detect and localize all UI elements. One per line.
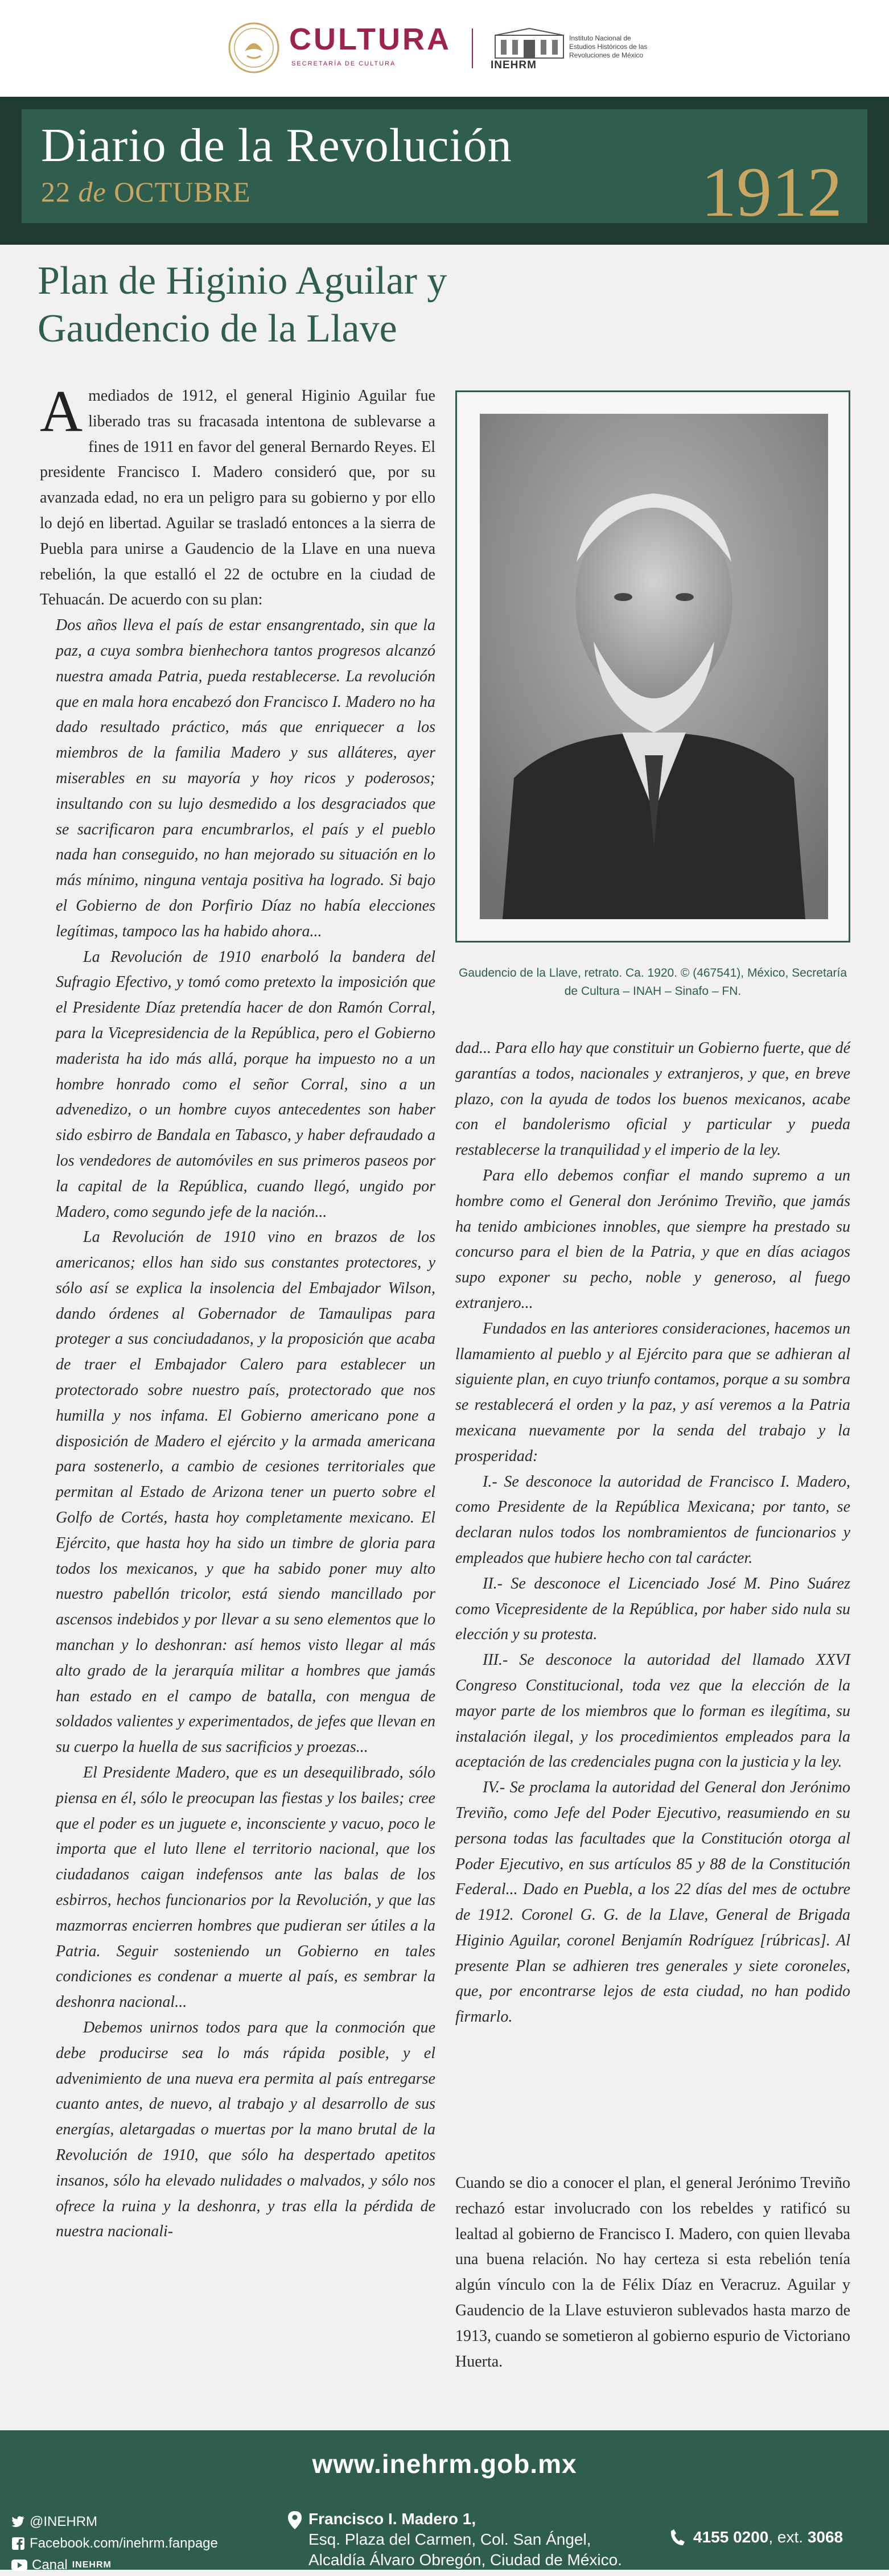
closing-paragraph: Cuando se dio a conocer el plan, el general Jerónimo Treviño rechazó estar involucrado con los rebeldes y ratificó su lealtad al gobierno de Francisco I. Madero, con quien llevaba una buena relación. No hay certeza si esta rebelión tenía algún vínculo con la de Félix Díaz en Veracruz. Aguilar y Gaudencio de la Llave estuvieron sublevados hasta marzo de 1913, cuando se sometieron al gobierno espurio de Victoriano Huerta. xyxy=(455,2174,850,2371)
banner-year: 1912 xyxy=(701,153,842,231)
footer xyxy=(0,2430,889,2573)
quote-paragraph: Para ello debemos confiar el mando supremo a un hombre como el General don Jerónimo Treviño, que jamás ha tenido ambiciones innobles, que siempre ha prestado su concurso para el bien de la Patria, y que en días aciagos supo exponer su pecho, noble y generoso, al fuego extranjero... xyxy=(455,1166,850,1312)
portrait-photo xyxy=(480,414,828,919)
twitter-link[interactable]: @INEHRM xyxy=(11,2511,218,2533)
header-banner xyxy=(0,97,889,245)
quote-paragraph: Dos años lleva el país de estar ensangrentado, sin que la paz, a cuya sombra bienhechora tantos progresos alcanzó nuestra amada Patria, pueda restablecerse. La revolución que en mala hora encabezó don Francisco I. Madero no ha dado resultado práctico, más que enriquecer a los miembros de la familia Madero y sus alláteres, ayer miserables en su mayoría y hoy ricos y poderosos; insultando con su lujo desmedido a los desgraciados que se sacrificaron para encumbrarlos, el país y el pueblo nada han conseguido, no han mejorado su situación en lo más mínimo, ninguna ventaja positiva ha logrado. Si bajo el Gobierno de don Porfirio Díaz no había elecciones legítimas, tampoco las ha habido ahora... xyxy=(56,616,435,940)
logo-divider xyxy=(472,28,473,68)
drop-cap: A xyxy=(40,378,83,444)
social-links xyxy=(11,2511,218,2576)
plan-quote-left xyxy=(40,613,435,2245)
location-pin-icon xyxy=(288,2511,302,2529)
footer-phone[interactable]: 4155 0200, ext. 3068 xyxy=(670,2528,843,2546)
closing-paragraph-column xyxy=(455,2171,850,2375)
youtube-link[interactable]: Canal INEHRM xyxy=(11,2554,218,2576)
inehrm-logo: INEHRM xyxy=(491,59,537,71)
quote-paragraph: IV.- Se proclama la autoridad del General don Jerónimo Treviño, como Jefe del Poder Ejecutivo, reasumiendo en su persona todas las facultades que la Constitución otorga al Poder Ejecutivo, en sus artículos 85 y 88 de la Constitución Federal... Dado en Puebla, a los 22 días del mes de octubre de 1912. Coronel G. G. de la Llave, General de Brigada Higinio Aguilar, coronel Benjamín Rodríguez [rúbricas]. Al presente Plan se adhieren tres generales y siete coroneles, que, por encontrarse lejos de esta ciudad, no han podido firmarlo. xyxy=(455,1779,850,2026)
banner-date: 22 de OCTUBRE xyxy=(41,176,251,208)
inehrm-description: Instituto Nacional de Estudios Históricos de las Revoluciones de México xyxy=(569,34,648,59)
twitter-icon xyxy=(11,2516,25,2528)
inehrm-building-icon xyxy=(494,27,565,59)
portrait-frame xyxy=(455,390,850,943)
phone-icon xyxy=(670,2529,685,2546)
youtube-icon xyxy=(11,2559,27,2571)
footer-website-link[interactable]: www.inehrm.gob.mx xyxy=(312,2449,577,2479)
article-title: Plan de Higinio Aguilar y Gaudencio de la Llave xyxy=(38,259,447,351)
article-left-column xyxy=(40,378,435,2245)
banner-panel xyxy=(22,109,867,231)
quote-paragraph: La Revolución de 1910 enarboló la bandera del Sufragio Efectivo, y tomó como pretexto la imposición que el Presidente Díaz pretendía hacer de don Ramón Corral, para la Vicepresidencia de la República, pero el Gobierno maderista ha ido más allá, porque ha impuesto no a un hombre honrado como el señor Corral, sino a un advenedizo, o un hombre cuyos antecedentes son haber sido esbirro de Bandala en Tabasco, y haber defraudado a los vendedores de automóviles en sus primeros paseos por la capital de la República, cuando llegó, ungido por Madero, como segundo jefe de la nación... xyxy=(56,948,435,1221)
quote-paragraph: II.- Se desconoce el Licenciado José M. Pino Suárez como Vicepresidente de la República, por haber sido nula su elección y su protesta. xyxy=(455,1574,850,1644)
quote-paragraph: Debemos unirnos todos para que la conmoción que debe producirse sea lo más rápida posible, y el advenimiento de una nueva era permita al país entregarse cuanto antes, de nuevo, al trabajo y al desarrollo de sus energías, aletargadas o muertas por la mano brutal de la Revolución de 1910, que sólo ha despertado apetitos insanos, sólo ha elevado nulidades o malvados, y sólo nos ofrece la ruina y la deshonra, y tras ella la pérdida de nuestra nacionali- xyxy=(56,2019,435,2241)
footer-address: Francisco I. Madero 1, Esq. Plaza del Carmen, Col. San Ángel, Alcaldía Álvaro Obregón, Ciudad de México. xyxy=(288,2509,622,2570)
cultura-subtitle: SECRETARÍA DE CULTURA xyxy=(291,60,396,67)
intro-paragraph: Amediados de 1912, el general Higinio Aguilar fue liberado tras su fracasada intentona de sublevarse a fines de 1911 en favor del general Bernardo Reyes. El presidente Francisco I. Madero consideró que, por su avanzada edad, no era un peligro para su gobierno y por ello lo dejó en libertad. Aguilar se trasladó entonces a la sierra de Puebla para unirse a Gaudencio de la Llave en una nueva rebelión, la que estalló el 22 de octubre en la ciudad de Tehuacán. De acuerdo con su plan: xyxy=(40,378,435,609)
quote-paragraph: La Revolución de 1910 vino en brazos de los americanos; ellos han sido sus constantes protectores, y sólo así se explica la insolencia del Embajador Wilson, dando órdenes al Gobernador de Tamaulipas para proteger a sus conciudadanos, y la proposición que acaba de traer el Embajador Calero para establecer un protectorado sobre nuestro país, protectorado que nos humilla y nos infama. El Gobierno americano pone a disposición de Madero el ejército y la armada americana para sostenerlo, a cambio de cesiones territoriales que permitan al Estado de Arizona tener un puerto sobre el Golfo de Cortés, hasta hoy completamente mexicano. El Ejército, que hasta hoy ha sido un timbre de gloria para todos los mexicanos, y que ha sabido poner muy alto nuestro pabellón tricolor, está siendo mancillado por ascensos indebidos y por llevar a su seno elementos que lo manchan y lo deshonran: así hemos visto llegar al más alto grado de la jerarquía militar a hombres que jamás han estado en el campo de batalla, con mengua de soldados valientes y experimentados, de jefes que llevan en su cuerpo la huella de sus sacrificios y proezas... xyxy=(56,1228,435,1756)
quote-paragraph: El Presidente Madero, que es un desequilibrado, sólo piensa en él, sólo le preocupan las fiestas y los bailes; cree que el poder es un juguete e, inconsciente y vacuo, poco le importa que el luto llene el territorio nacional, que los ciudadanos caigan indefensos ante las balas de los esbirros, hechos funcionarios por la Revolución, y que las mazmorras encierren hombres que pudieran ser útiles a la Patria. Seguir sosteniendo un Gobierno en tales condiciones es condenar a muerte al país, es sembrar la deshonra nacional... xyxy=(56,1764,435,2011)
mexico-seal-icon xyxy=(228,22,280,74)
quote-paragraph: dad... Para ello hay que constituir un Gobierno fuerte, que dé garantías a todos, nacionales y extranjeros, y que, en breve plazo, con la ayuda de todos los buenos mexicanos, acabe con el bandolerismo oficial y particular y pueda restablecerse la tranquilidad y el imperio de la ley. xyxy=(455,1039,850,1159)
banner-title: Diario de la Revolución xyxy=(41,119,512,172)
quote-paragraph: Fundados en las anteriores consideraciones, hacemos un llamamiento al pueblo y al Ejército para que se adhieran al siguiente plan, en cuyo triunfo contamos, porque a su sombra se restablecerá el orden y la paz, y así veremos a la Patria mexicana nuevamente por la senda del trabajo y la prosperidad: xyxy=(455,1319,850,1465)
plan-quote-right xyxy=(455,1036,850,2030)
quote-paragraph: I.- Se desconoce la autoridad de Francisco I. Madero, como Presidente de la República Mexicana; por tanto, se declaran nulos todos los nombramientos de funcionarios y empleados que hubiere hecho con tal carácter. xyxy=(455,1472,850,1567)
cultura-logo: CULTURA xyxy=(289,22,451,56)
top-logo-bar xyxy=(0,0,889,97)
facebook-link[interactable]: Facebook.com/inehrm.fanpage xyxy=(11,2533,218,2554)
facebook-icon xyxy=(11,2537,25,2550)
quote-paragraph: III.- Se desconoce la autoridad del llamado XXVI Congreso Constitucional, toda vez que la elección de la mayor parte de los miembros que lo forman es ilegítima, su instalación ilegal, y los procedimientos empleados para la aceptación de las credenciales pugna con la justicia y la ley. xyxy=(455,1651,850,1771)
photo-caption: Gaudencio de la Llave, retrato. Ca. 1920. © (467541), México, Secretaría de Cultura – INAH – Sinafo – FN. xyxy=(458,966,847,998)
